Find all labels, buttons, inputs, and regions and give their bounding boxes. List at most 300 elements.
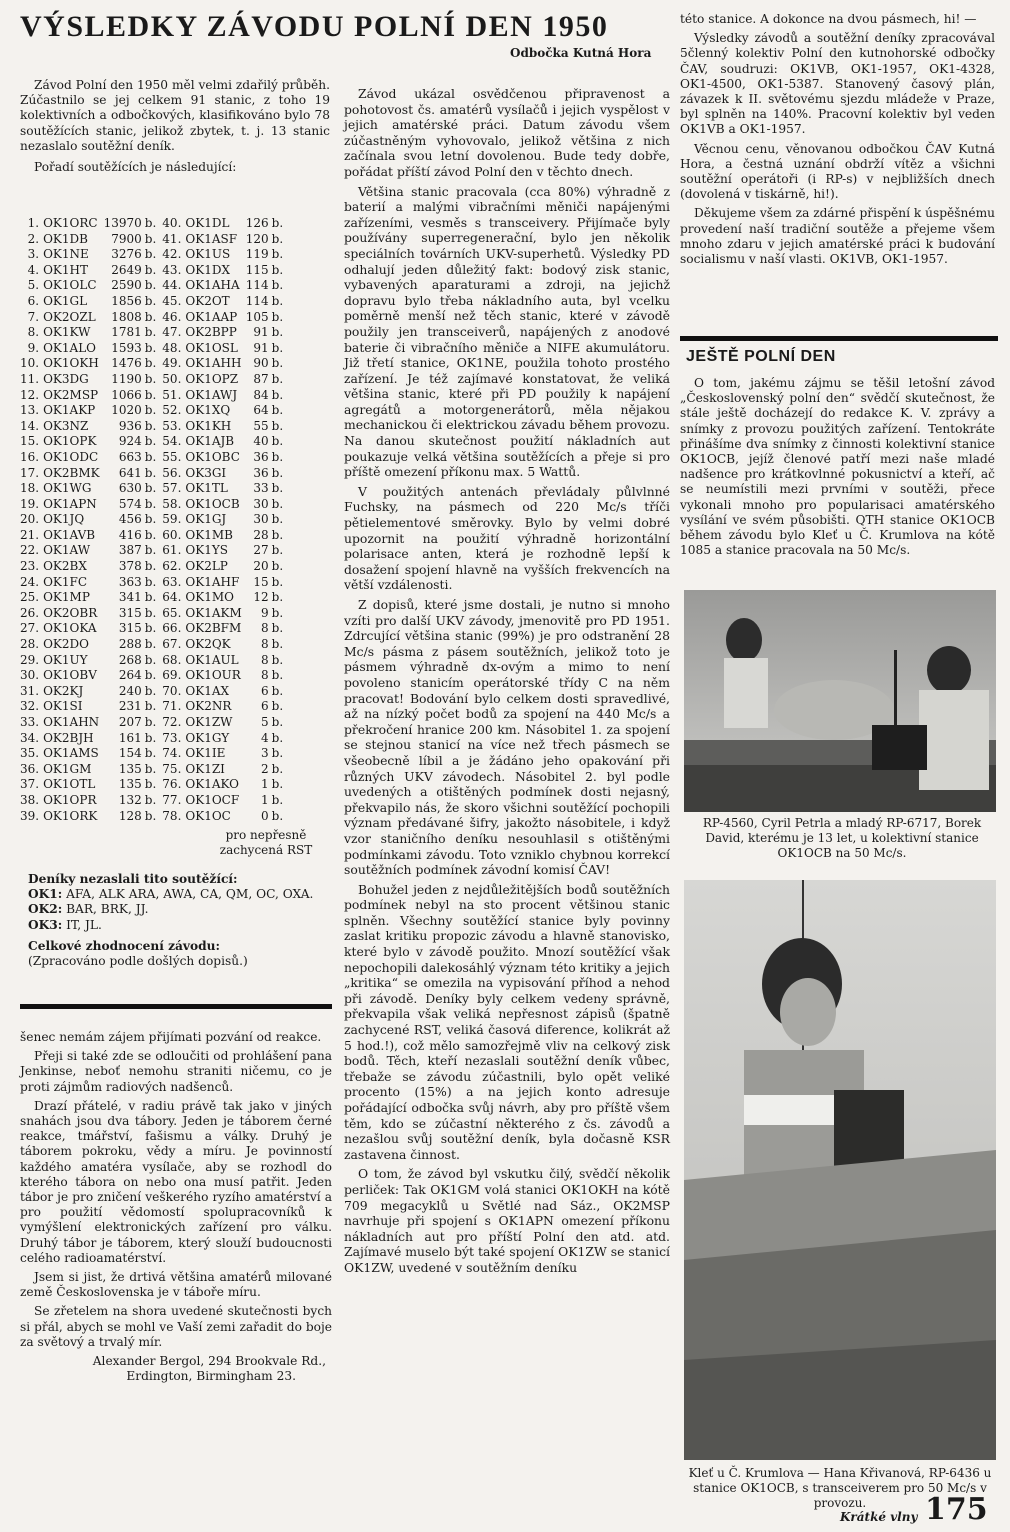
result-score: 1593 (111, 340, 142, 355)
result-rank: 71. (162, 699, 182, 714)
result-score: 1781 (111, 325, 142, 340)
result-score: 132 (118, 792, 142, 807)
result-callsign: OK1AWJ (185, 387, 238, 402)
result-unit: b. (144, 371, 157, 386)
result-callsign: OK1GM (43, 761, 92, 776)
result-rank: 47. (162, 325, 182, 340)
result-score: 27 (253, 543, 269, 558)
result-score: 363 (118, 574, 142, 589)
section-title: JEŠTĚ POLNÍ DEN (686, 348, 836, 365)
result-callsign: OK1AUL (185, 652, 239, 667)
missing-prefix: OK3: (28, 917, 63, 932)
result-rank: 60. (162, 527, 182, 542)
result-unit: b. (271, 715, 284, 729)
table-row (20, 637, 289, 653)
table-row (20, 294, 289, 310)
result-callsign: OK1MB (185, 527, 233, 542)
result-score: 12 (253, 590, 269, 605)
table-row (20, 372, 289, 388)
result-callsign: OK1DL (185, 216, 230, 230)
result-score: 6 (261, 683, 269, 698)
result-rank: 14. (20, 418, 40, 433)
result-unit: b. (144, 637, 157, 652)
table-row (20, 466, 289, 482)
result-rank: 30. (20, 668, 40, 683)
result-rank: 1. (27, 216, 40, 230)
table-row (20, 668, 289, 684)
result-unit: b. (144, 496, 157, 511)
result-rank: 9. (27, 340, 40, 355)
result-unit: b. (144, 699, 157, 714)
section-paragraph: O tom, jakému zájmu se těšil letošní závod „Československý polní den“ svědčí skutečnost, že stále ještě docházejí do redakce K. V. zprávy a snímky z provozu použitých zařízení. Tentokráte přinášíme dva snímky z činnosti kolektivní stanice OK1OCB, jejíž členové patří mezi naše mladé nadšence pro krátkovlnné pokusnictví a kteří, ač se neumístili mezi prvními v soutěži, přece vykonali mnoho pro popularisaci amatérského vysílání ve svém působišti. QTH stanice OK1OCB během závodu bylo Kleť u Č. Krumlova na kótě 1085 a stanice pracovala na 50 Mc/s. (680, 376, 995, 558)
result-unit: b. (144, 730, 157, 745)
result-unit: b. (271, 574, 284, 589)
result-score: 288 (118, 637, 142, 652)
table-row (20, 341, 289, 357)
result-rank: 18. (20, 481, 40, 496)
result-callsign: OK1KW (43, 325, 91, 340)
result-unit: b. (271, 309, 284, 324)
result-callsign: OK2QK (185, 637, 231, 652)
article-paragraph: V použitých antenách převládaly půlvlnné Fuchsky, na pásmech od 220 Mc/s tříči pětielementové směrovky. Bylo by velmi dobré upozornit na použití výhradně horizontální polarisace anten, která je rozhodně lepší k dosažení spojení hlavně na vyšších frekvencích na větší vzdálenosti. (344, 483, 670, 593)
result-score: 55 (253, 418, 269, 433)
result-unit: b. (271, 543, 284, 558)
result-unit: b. (271, 652, 284, 667)
article-paragraph: Z dopisů, které jsme dostali, je nutno si mnoho vzíti pro další UKV závody, jmenovitě pro PD 1951. Zdrcující většina stanic (99%) je pro odstranění 28 Mc/s pásma z pásem soutěžních, jelikož toto je pásmem výhradně dx-ovým a mimo to není povoleno stanicím operátorské třídy C na něm pracovat! Bodování bylo celkem dosti spravedlivé, až na nízký počet bodů za spojení na 440 Mc/s a překročení hranice 200 km. Násobitel 1. za spojení se stejnou stanicí na více než třech pásmech se všeobecně líbil a je žádáno jeho opakování při různých UKV závodech. Násobitel 2. byl podle uvedených a otištěných podmínek dosti nejasný, překvapilo nás, že skoro všichni soutěžící pochopili význam předávané šifry, jakožto násobitele, i když vzor staničního deníku nesouhlasil s otištěnými podmínkami závodu. Toto vzniklo chybnou korrekcí soutěžních podmínek závodní komisí ČAV! (344, 597, 670, 878)
result-callsign: OK3GI (185, 465, 227, 480)
table-row (20, 731, 289, 747)
result-score: 126 (245, 216, 269, 230)
article-paragraph: Výsledky závodů a soutěžní deníky zpracovával 5členný kolektiv Polní den kutnohorské odbočky ČAV, soudruzi: OK1VB, OK1-1957, OK1-4328, OK1-4500, OK1-5387. Stanovený časový plán, závazek k II. světovému sjezdu mládeže v Praze, byl splněn na 140%. Pracovní kolektiv byl veden OK1VB a OK1-1957. (680, 31, 995, 137)
overall-note: (Zpracováno podle došlých dopisů.) (28, 954, 248, 969)
result-unit: b. (144, 715, 157, 729)
result-callsign: OK1OKH (43, 356, 99, 371)
letter-column (20, 1030, 332, 1384)
result-callsign: OK1AHN (43, 715, 100, 729)
result-callsign: OK1ODC (43, 449, 99, 464)
result-rank: 53. (162, 418, 182, 433)
result-unit: b. (144, 403, 157, 418)
letter-paragraph: Přeji si také zde se odloučiti od prohlášení pana Jenkinse, neboť nemohu straniti ničemu, co je proti zájmům radiových nadšenců. (20, 1049, 332, 1094)
result-score: 154 (118, 746, 142, 761)
signature-line: Erdington, Birmingham 23. (126, 1369, 296, 1384)
table-row (20, 699, 289, 715)
result-unit: b. (144, 574, 157, 589)
result-score: 114 (245, 293, 269, 308)
result-unit: b. (271, 621, 284, 636)
result-callsign: OK2KJ (43, 683, 84, 698)
article-paragraph: Věcnou cenu, věnovanou odbočkou ČAV Kutná Hora, a čestná uznání obdrží vítěz a všichni soutěžní operátoři (i RP-s) v nejbližších dnech (dovolená v tiskárně, hi!). (680, 141, 995, 202)
magazine-name: Krátké vlny (840, 1510, 918, 1524)
result-unit: b. (144, 325, 157, 340)
result-callsign: OK2OZL (43, 309, 96, 324)
table-row (20, 310, 289, 326)
order-heading: Pořadí soutěžících je následující: (34, 160, 237, 175)
result-score: 315 (118, 605, 142, 620)
letter-paragraph: Jsem si jist, že drtivá většina amatérů milované země Československa je v táboře míru. (20, 1270, 332, 1300)
result-rank: 22. (20, 543, 40, 558)
table-row (20, 512, 289, 528)
result-score: 207 (118, 715, 142, 729)
result-score: 8 (261, 637, 269, 652)
article-paragraph: této stanice. A dokonce na dvou pásmech, hi! — (680, 12, 977, 26)
result-callsign: OK2DO (43, 637, 89, 652)
table-row (20, 621, 289, 637)
result-callsign: OK1MO (185, 590, 234, 605)
result-callsign: OK1OBC (185, 449, 240, 464)
result-unit: b. (144, 481, 157, 496)
result-callsign: OK1AKM (185, 605, 242, 620)
result-score: 1190 (111, 371, 142, 386)
result-unit: b. (144, 216, 157, 230)
result-score: 936 (118, 418, 142, 433)
result-callsign: OK1SI (43, 699, 83, 714)
result-unit: b. (271, 512, 284, 527)
result-rank: 59. (162, 512, 182, 527)
result-unit: b. (144, 449, 157, 464)
result-rank: 3. (27, 247, 40, 262)
result-unit: b. (271, 371, 284, 386)
page-title: VÝSLEDKY ZÁVODU POLNÍ DEN 1950 (20, 10, 609, 43)
missing-ok3 (28, 918, 328, 933)
byline: Odbočka Kutná Hora (510, 46, 652, 60)
result-score: 8 (261, 652, 269, 667)
table-row (20, 263, 289, 279)
result-score: 630 (118, 481, 142, 496)
result-score: 2649 (111, 262, 142, 277)
result-rank: 5. (27, 278, 40, 293)
result-score: 28 (253, 527, 269, 542)
result-unit: b. (144, 792, 157, 807)
result-score: 240 (118, 683, 142, 698)
result-callsign: OK2BX (43, 559, 87, 574)
result-score: 2 (261, 761, 269, 776)
result-rank: 7. (27, 309, 40, 324)
result-unit: b. (271, 247, 284, 262)
result-callsign: OK1XQ (185, 403, 231, 418)
result-score: 84 (253, 387, 269, 402)
table-row (20, 543, 289, 559)
result-unit: b. (271, 231, 284, 246)
result-callsign: OK1ALO (43, 340, 97, 355)
result-callsign: OK1WG (43, 481, 92, 496)
photo-operators (684, 590, 996, 812)
result-score: 3 (261, 746, 269, 761)
result-callsign: OK1GY (185, 730, 230, 745)
article-paragraph: Závod ukázal osvědčenou připravenost a pohotovost čs. amatérů vysílačů i jejich vyspělost v jejich amatérské práci. Datum závodu všem zúčastněným vyhovovalo, jelikož většina z nich začínala svou letní dovolenou. Bude tedy dobře, pořádat příští závod Polní den v těchto dnech. (344, 86, 670, 179)
result-callsign: OK1APN (43, 496, 97, 511)
result-unit: b. (271, 340, 284, 355)
result-callsign: OK1ZW (185, 715, 233, 729)
intro-paragraph (20, 78, 330, 179)
result-rank: 34. (20, 730, 40, 745)
result-rank: 27. (20, 621, 40, 636)
result-rank: 26. (20, 605, 40, 620)
result-rank: 37. (20, 777, 40, 792)
result-callsign: OK1DB (43, 231, 88, 246)
result-rank: 67. (162, 637, 182, 652)
table-row (20, 559, 289, 575)
result-score: 90 (253, 356, 269, 371)
result-rank: 15. (20, 434, 40, 449)
missing-prefix: OK1: (28, 887, 63, 902)
result-callsign: OK1ASF (185, 231, 238, 246)
result-unit: b. (144, 231, 157, 246)
result-score: 1 (261, 777, 269, 792)
table-row (20, 746, 289, 762)
result-score: 264 (118, 668, 142, 683)
result-rank: 54. (162, 434, 182, 449)
photo-caption: RP-4560, Cyril Petrla a mladý RP-6717, Borek David, kterému je 13 let, u kolektivní stanice OK1OCB na 50 Mc/s. (702, 816, 982, 860)
result-rank: 72. (162, 715, 182, 729)
result-score: 119 (245, 247, 269, 262)
result-unit: b. (144, 387, 157, 402)
result-rank: 66. (162, 621, 182, 636)
result-rank: 55. (162, 449, 182, 464)
result-unit: b. (271, 293, 284, 308)
photo-caption: Kleť u Č. Krumlova — Hana Křivanová, RP-6436 u stanice OK1OCB, s transceiverem pro 50 Mc/s v provozu. (688, 1466, 992, 1510)
result-callsign: OK2BFM (185, 621, 242, 636)
table-row (20, 450, 289, 466)
missing-prefix: OK2: (28, 902, 63, 917)
table-row (20, 388, 289, 404)
result-rank: 20. (20, 512, 40, 527)
result-unit: b. (144, 278, 157, 293)
result-score: 128 (118, 808, 142, 823)
result-score: 114 (245, 278, 269, 293)
result-unit: b. (271, 730, 284, 745)
result-rank: 21. (20, 527, 40, 542)
result-score: 105 (245, 309, 269, 324)
result-rank: 29. (20, 652, 40, 667)
result-score: 15 (253, 574, 269, 589)
result-score: 1020 (111, 403, 142, 418)
result-rank: 24. (20, 574, 40, 589)
result-score: 120 (245, 231, 269, 246)
result-unit: b. (144, 512, 157, 527)
result-callsign: OK1OPK (43, 434, 97, 449)
result-rank: 49. (162, 356, 182, 371)
result-score: 315 (118, 621, 142, 636)
table-row (20, 809, 289, 825)
result-score: 91 (253, 325, 269, 340)
result-rank: 61. (162, 543, 182, 558)
result-unit: b. (271, 527, 284, 542)
result-callsign: OK1AJB (185, 434, 235, 449)
result-score: 7900 (111, 231, 142, 246)
result-rank: 50. (162, 371, 182, 386)
result-callsign: OK2NR (185, 699, 232, 714)
result-callsign: OK2BPP (185, 325, 237, 340)
table-row (20, 793, 289, 809)
result-rank: 63. (162, 574, 182, 589)
result-callsign: OK1OKA (43, 621, 97, 636)
result-rank: 46. (162, 309, 182, 324)
result-score: 8 (261, 668, 269, 683)
table-row (20, 419, 289, 435)
missing-section (28, 872, 328, 969)
result-rank: 38. (20, 792, 40, 807)
result-rank: 16. (20, 449, 40, 464)
result-rank: 13. (20, 403, 40, 418)
result-score: 1476 (111, 356, 142, 371)
result-unit: b. (271, 449, 284, 464)
result-rank: 19. (20, 496, 40, 511)
result-score: 135 (118, 777, 142, 792)
letter-paragraph: Drazí přátelé, v radiu právě tak jako v jiných snahách jsou dva tábory. Jeden je táborem černé reakce, tmářství, fašismu a války. Druhý je táborem pokroku, vědy a míru. Je povinností každého amatéra vysílače, aby se rozhodl do kterého tábora on nebo ona musí patřit. Jeden tábor je pro zničení veškerého ryzího amatérství a pro použití vědomostí spolupracovníků k vymýšlení elektronických zařízení pro válku. Druhý tábor je táborem, který slouží budoucnosti celého radioamatérství. (20, 1098, 332, 1265)
result-unit: b. (271, 496, 284, 511)
result-rank: 78. (162, 808, 182, 823)
table-row (20, 403, 289, 419)
result-rank: 75. (162, 761, 182, 776)
result-unit: b. (271, 434, 284, 449)
results-table (20, 216, 332, 824)
result-callsign: OK1ORK (43, 808, 98, 823)
article-paragraph: Děkujeme všem za zdárné přispění k úspěšnému provedení naší tradiční soutěže a přejeme všem mnoho zdaru v jejich amatérské práci k budování socialismu v naší vlasti. OK1VB, OK1-1957. (680, 206, 995, 267)
result-rank: 68. (162, 652, 182, 667)
result-rank: 17. (20, 465, 40, 480)
result-callsign: OK1UY (43, 652, 88, 667)
result-rank: 51. (162, 387, 182, 402)
result-unit: b. (271, 761, 284, 776)
result-unit: b. (271, 481, 284, 496)
result-score: 40 (253, 434, 269, 449)
result-unit: b. (271, 792, 284, 807)
result-callsign: OK2MSP (43, 387, 99, 402)
result-callsign: OK1AW (43, 543, 91, 558)
result-score: 574 (118, 496, 142, 511)
letter-paragraph: Se zřetelem na shora uvedené skutečnosti bych si přál, abych se mohl ve Vaší zemi zařadit do boje za světový a trvalý mír. (20, 1304, 332, 1349)
result-score: 36 (253, 449, 269, 464)
table-row (20, 575, 289, 591)
result-unit: b. (271, 262, 284, 277)
result-unit: b. (271, 403, 284, 418)
result-callsign: OK1JQ (43, 512, 85, 527)
result-rank: 48. (162, 340, 182, 355)
result-unit: b. (271, 746, 284, 761)
result-unit: b. (144, 746, 157, 761)
result-callsign: OK3DG (43, 371, 89, 386)
result-callsign: OK1OTL (43, 777, 96, 792)
result-callsign: OK1OLC (43, 278, 97, 293)
result-score: 1856 (111, 293, 142, 308)
result-callsign: OK1OSL (185, 340, 238, 355)
result-callsign: OK1OCF (185, 792, 240, 807)
result-unit: b. (144, 590, 157, 605)
table-row (20, 247, 289, 263)
result-callsign: OK1OUR (185, 668, 241, 683)
result-rank: 25. (20, 590, 40, 605)
result-callsign: OK1AX (185, 683, 230, 698)
signature-line: Alexander Bergol, 294 Brookvale Rd., (92, 1354, 326, 1369)
result-callsign: OK2BJH (43, 730, 94, 745)
result-callsign: OK1OPR (43, 792, 97, 807)
result-callsign: OK1TL (185, 481, 228, 496)
result-unit: b. (144, 668, 157, 683)
result-callsign: OK1GL (43, 293, 88, 308)
result-unit: b. (271, 590, 284, 605)
result-unit: b. (271, 605, 284, 620)
table-row (20, 434, 289, 450)
table-row (20, 216, 289, 232)
result-score: 456 (118, 512, 142, 527)
result-rank: 62. (162, 559, 182, 574)
intro-text: Závod Polní den 1950 měl velmi zdařilý průběh. Zúčastnilo se jej celkem 91 stanic, z toho 19 kolektivních a odbočkových, klasifikováno bylo 78 soutěžících stanic, jelikož zbytek, t. j. 13 stanic nezaslalo soutěžní deník. (20, 78, 330, 153)
result-callsign: OK1AHA (185, 278, 240, 293)
table-row (20, 497, 289, 513)
result-unit: b. (144, 777, 157, 792)
result-callsign: OK1ZI (185, 761, 225, 776)
result-unit: b. (144, 247, 157, 262)
result-callsign: OK3NZ (43, 418, 89, 433)
result-unit: b. (271, 356, 284, 371)
result-callsign: OK2LP (185, 559, 228, 574)
result-unit: b. (271, 216, 284, 230)
missing-ok1 (28, 887, 328, 902)
result-rank: 58. (162, 496, 182, 511)
result-rank: 40. (162, 216, 182, 230)
result-callsign: OK1NE (43, 247, 89, 262)
result-rank: 12. (20, 387, 40, 402)
photo-operator-woman-image (684, 880, 996, 1460)
result-unit: b. (144, 418, 157, 433)
result-rank: 56. (162, 465, 182, 480)
result-unit: b. (144, 465, 157, 480)
result-rank: 73. (162, 730, 182, 745)
result-callsign: OK1IE (185, 746, 226, 761)
result-callsign: OK2OT (185, 293, 230, 308)
result-rank: 41. (162, 231, 182, 246)
result-rank: 2. (27, 231, 40, 246)
table-row (20, 606, 289, 622)
result-unit: b. (144, 340, 157, 355)
result-score: 91 (253, 340, 269, 355)
result-rank: 43. (162, 262, 182, 277)
result-unit: b. (271, 325, 284, 340)
result-rank: 6. (27, 293, 40, 308)
result-rank: 69. (162, 668, 182, 683)
right-top-column (680, 12, 995, 271)
result-unit: b. (144, 434, 157, 449)
result-score: 1 (261, 792, 269, 807)
result-callsign: OK1HT (43, 262, 88, 277)
result-callsign: OK1ORC (43, 216, 98, 230)
result-rank: 35. (20, 746, 40, 761)
result-unit: b. (144, 309, 157, 324)
table-row (20, 715, 289, 731)
result-unit: b. (271, 278, 284, 293)
results-note: pro nepřesně zachycená RST (219, 828, 313, 857)
result-unit: b. (144, 293, 157, 308)
result-rank: 31. (20, 683, 40, 698)
result-rank: 11. (20, 371, 40, 386)
result-rank: 33. (20, 715, 40, 729)
result-rank: 42. (162, 247, 182, 262)
result-callsign: OK1OBV (43, 668, 97, 683)
result-unit: b. (271, 683, 284, 698)
result-rank: 74. (162, 746, 182, 761)
divider (680, 336, 998, 341)
result-unit: b. (271, 559, 284, 574)
table-row (20, 356, 289, 372)
table-row (20, 684, 289, 700)
result-score: 1066 (111, 387, 142, 402)
result-rank: 32. (20, 699, 40, 714)
result-callsign: OK1AVB (43, 527, 96, 542)
result-score: 64 (253, 403, 269, 418)
result-rank: 64. (162, 590, 182, 605)
result-score: 87 (253, 371, 269, 386)
